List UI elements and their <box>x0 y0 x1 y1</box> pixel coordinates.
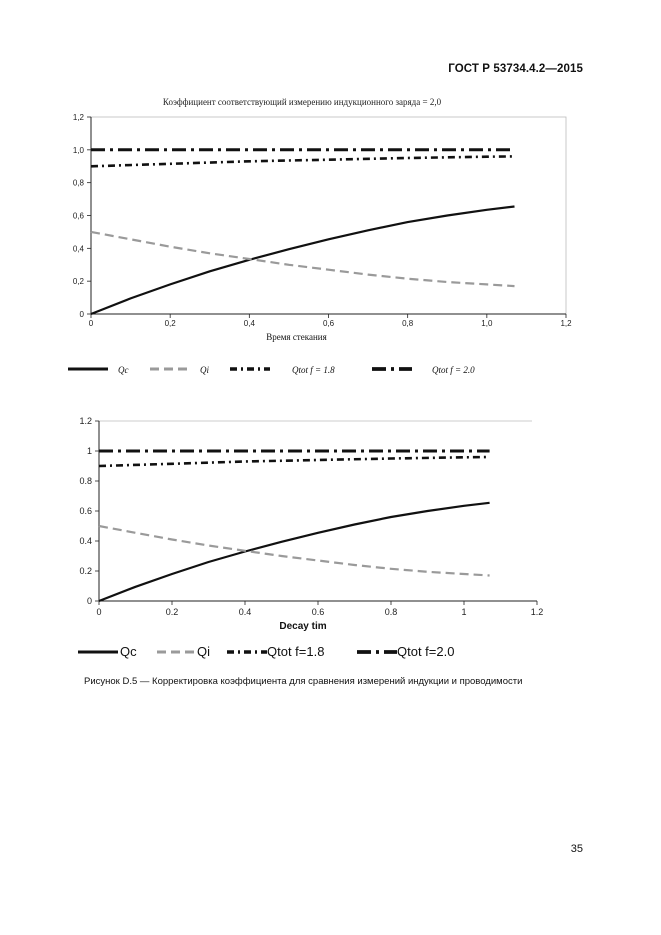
y-tick-label: 0,4 <box>72 244 84 254</box>
x-tick-label: 0,2 <box>164 319 176 328</box>
x-tick-label: 1.2 <box>530 607 544 617</box>
x-tick-label: 0,6 <box>322 319 335 328</box>
legend-label: Qtot f=2.0 <box>397 644 455 659</box>
x-tick-label: 0,4 <box>243 319 255 328</box>
figure-caption: Рисунок D.5 — Корректировка коэффициента для сравнения измерений индукции и проводимости <box>84 676 523 687</box>
y-tick-label: 1 <box>86 446 92 456</box>
x-tick-label: 0 <box>88 319 94 328</box>
y-tick-label: 1.2 <box>79 416 92 426</box>
x-tick-label: 1 <box>461 607 467 617</box>
y-tick-label: 0 <box>79 310 84 319</box>
x-tick-label: 0,8 <box>402 319 414 328</box>
x-tick-label: 0.4 <box>238 607 252 617</box>
y-tick-label: 0.4 <box>79 536 92 546</box>
page-number: 35 <box>570 843 583 855</box>
x-tick-label: 1,0 <box>481 319 493 328</box>
legend-label: Qi <box>200 365 209 375</box>
x-axis-label: Время стекания <box>266 332 327 342</box>
document-number: ГОСТ Р 53734.4.2—2015 <box>448 63 583 75</box>
legend-label: Qtot f = 1.8 <box>292 365 335 375</box>
legend-label: Qtot f = 2.0 <box>432 365 475 375</box>
x-tick-label: 0.8 <box>384 607 398 617</box>
y-tick-label: 1,0 <box>72 145 84 155</box>
x-tick-label: 0 <box>96 607 102 617</box>
x-tick-label: 1,2 <box>560 319 572 328</box>
x-axis-label: Decay tim <box>279 621 327 632</box>
legend-label: Qc <box>120 644 137 659</box>
y-tick-label: 1,2 <box>72 113 84 122</box>
legend-label: Qc <box>118 365 129 375</box>
y-tick-label: 0,8 <box>72 178 84 188</box>
y-tick-label: 0,2 <box>72 277 84 287</box>
y-tick-label: 0.8 <box>79 476 92 486</box>
series-line-2 <box>99 526 490 576</box>
chart-title: Коэффициент соответствующий измерению индукционного заряда = 2,0 <box>162 97 442 107</box>
plot-area <box>78 416 543 659</box>
x-tick-label: 0.6 <box>311 607 325 617</box>
y-tick-label: 0,6 <box>72 211 84 221</box>
series-line-3 <box>99 457 490 466</box>
legend-label: Qtot f=1.8 <box>267 644 325 659</box>
legend-label: Qi <box>197 644 210 659</box>
y-tick-label: 0.6 <box>79 506 92 516</box>
x-tick-label: 0.2 <box>165 607 179 617</box>
y-tick-label: 0.2 <box>79 566 92 576</box>
series-line-1 <box>99 503 490 601</box>
y-tick-label: 0 <box>86 596 92 606</box>
